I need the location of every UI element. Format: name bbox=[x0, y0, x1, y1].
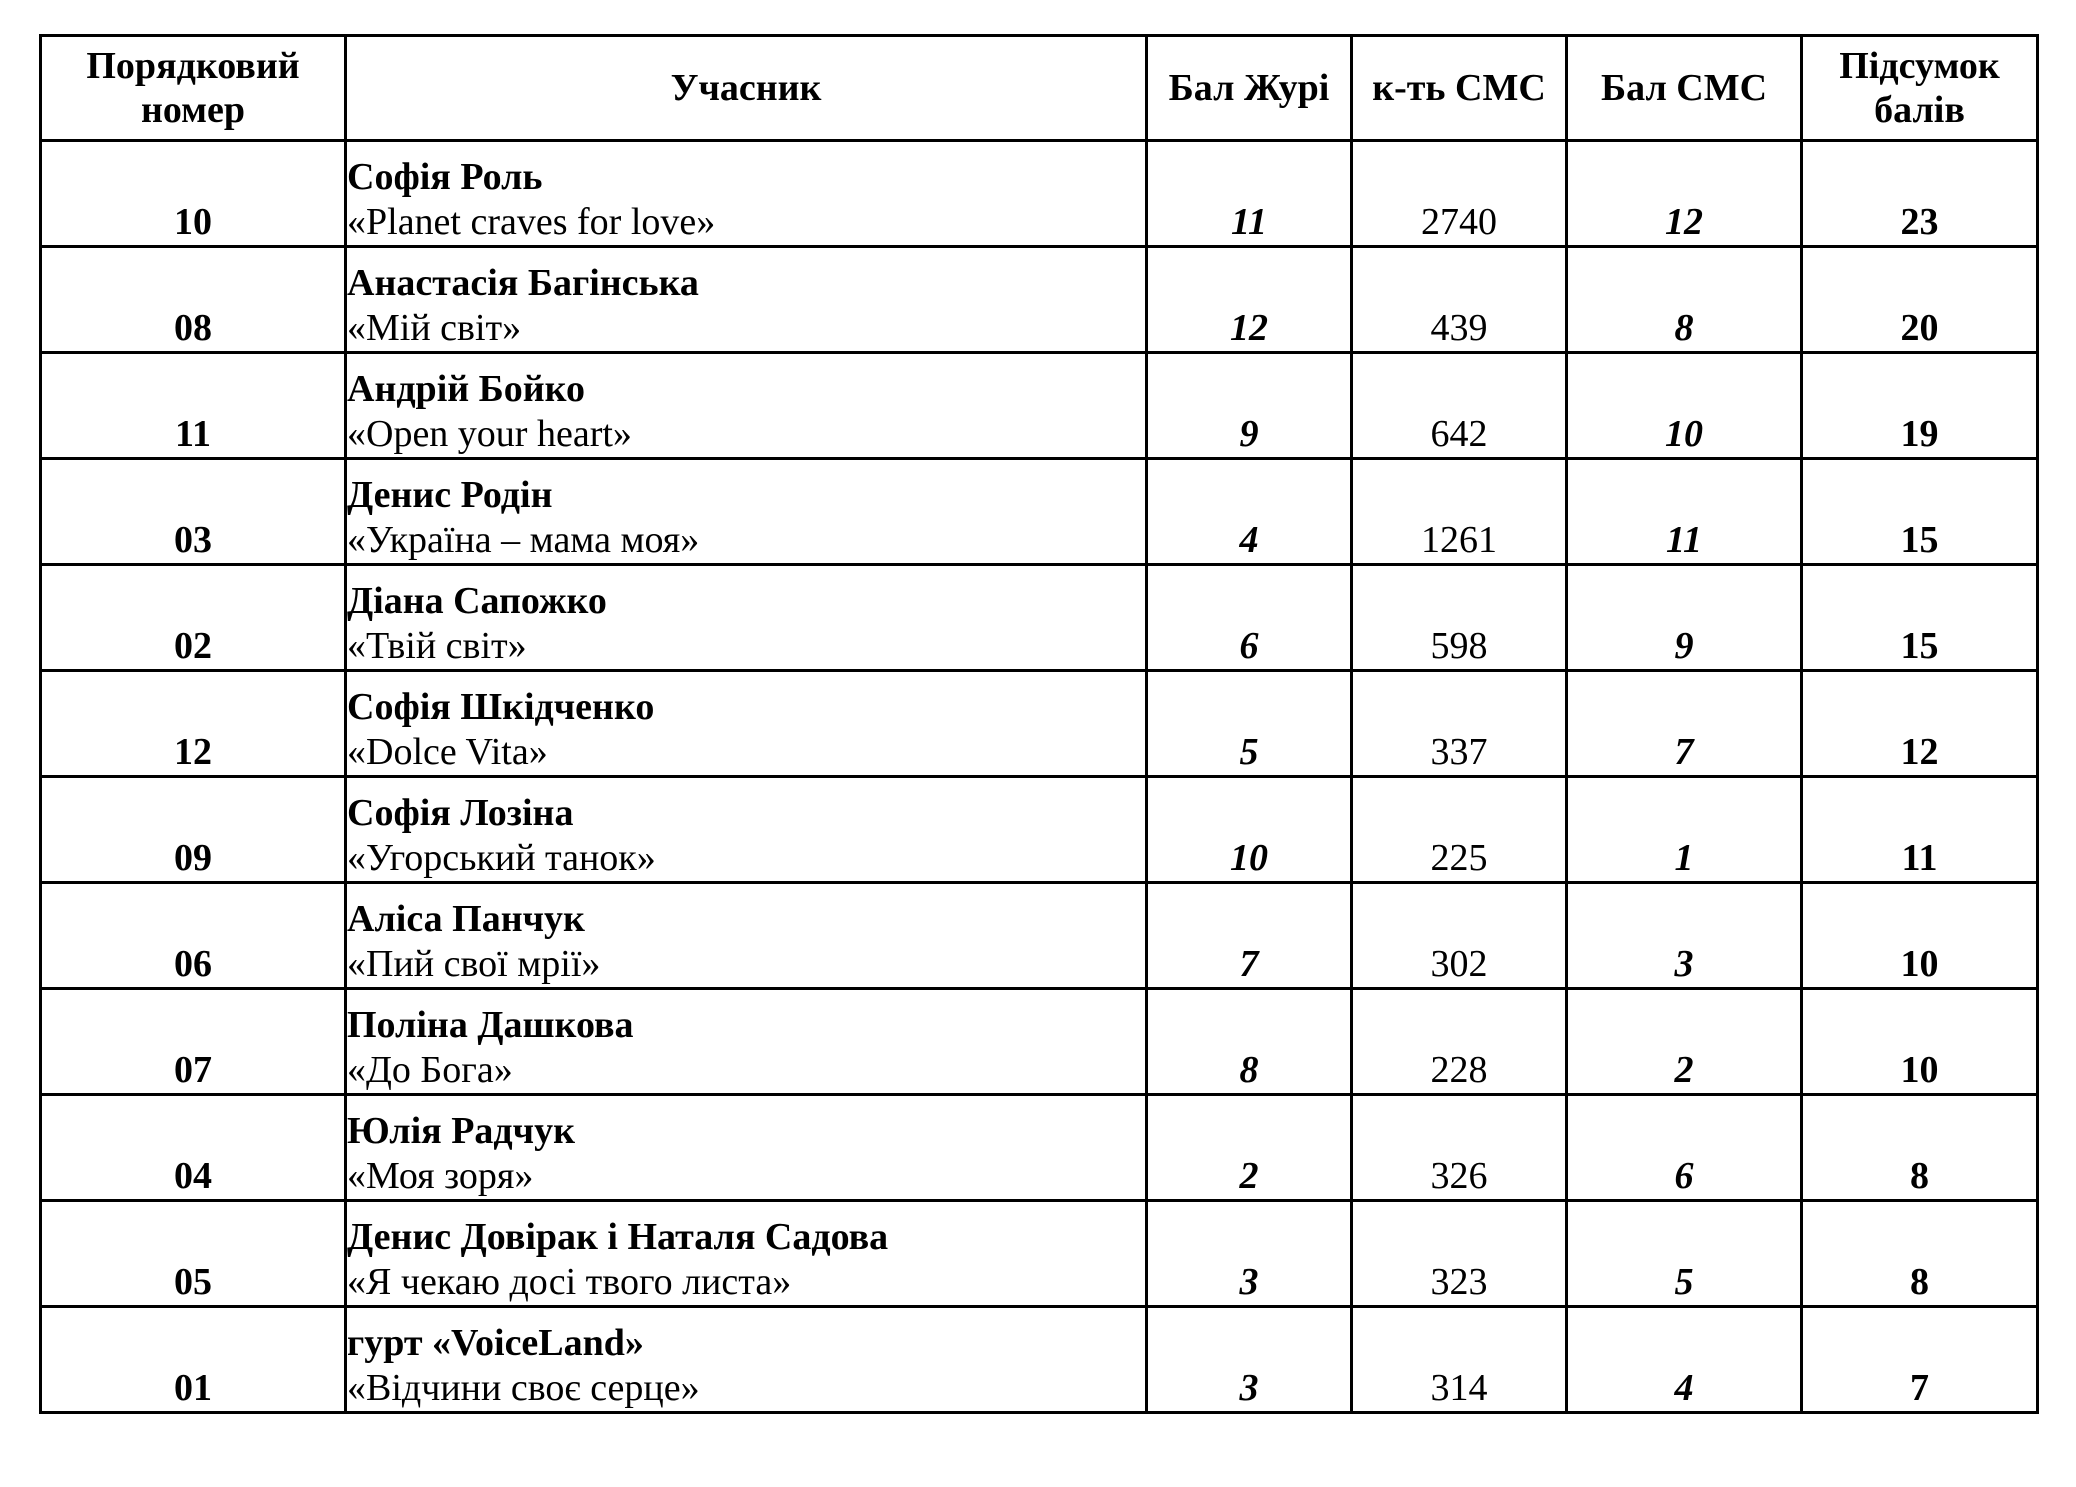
participant-name: Поліна Дашкова bbox=[347, 1004, 634, 1046]
participant-name: Діана Сапожко bbox=[347, 580, 607, 622]
song-title: «Відчини своє серце» bbox=[347, 1367, 700, 1409]
sms-count: 326 bbox=[1352, 1095, 1567, 1201]
total-score: 12 bbox=[1802, 671, 2038, 777]
header-row bbox=[41, 36, 2038, 141]
sms-count: 2740 bbox=[1352, 141, 1567, 247]
song-title: «Твій світ» bbox=[347, 625, 527, 667]
table-row bbox=[41, 989, 2038, 1095]
sms-score: 2 bbox=[1567, 989, 1802, 1095]
song-title: «До Бога» bbox=[347, 1049, 513, 1091]
total-score: 7 bbox=[1802, 1307, 2038, 1413]
order-number: 08 bbox=[41, 247, 346, 353]
participant-cell bbox=[346, 1307, 1147, 1413]
song-title: «Я чекаю досі твого листа» bbox=[347, 1261, 792, 1303]
song-title: «Моя зоря» bbox=[347, 1155, 534, 1197]
jury-score: 10 bbox=[1147, 777, 1352, 883]
participant-cell bbox=[346, 1095, 1147, 1201]
jury-score: 2 bbox=[1147, 1095, 1352, 1201]
song-title: «Угорський танок» bbox=[347, 837, 656, 879]
total-score: 15 bbox=[1802, 459, 2038, 565]
order-number: 07 bbox=[41, 989, 346, 1095]
participant-name: Софія Роль bbox=[347, 156, 543, 198]
song-title: «Мій світ» bbox=[347, 307, 522, 349]
jury-score: 7 bbox=[1147, 883, 1352, 989]
sms-count: 598 bbox=[1352, 565, 1567, 671]
sms-score: 3 bbox=[1567, 883, 1802, 989]
sms-score: 6 bbox=[1567, 1095, 1802, 1201]
sms-score: 9 bbox=[1567, 565, 1802, 671]
order-number: 09 bbox=[41, 777, 346, 883]
sms-count: 225 bbox=[1352, 777, 1567, 883]
header-sms-score: Бал СМС bbox=[1567, 36, 1802, 141]
participant-cell bbox=[346, 247, 1147, 353]
participant-cell bbox=[346, 353, 1147, 459]
table-row bbox=[41, 883, 2038, 989]
table-row bbox=[41, 459, 2038, 565]
sms-score: 5 bbox=[1567, 1201, 1802, 1307]
participant-name: Аліса Панчук bbox=[347, 898, 585, 940]
total-score: 15 bbox=[1802, 565, 2038, 671]
participant-cell bbox=[346, 777, 1147, 883]
table-body bbox=[41, 141, 2038, 1413]
order-number: 01 bbox=[41, 1307, 346, 1413]
song-title: «Пий свої мрії» bbox=[347, 943, 601, 985]
header-number: Порядковий номер bbox=[41, 36, 346, 141]
table-row bbox=[41, 353, 2038, 459]
participant-name: гурт «VoiceLand» bbox=[347, 1322, 644, 1364]
jury-score: 3 bbox=[1147, 1307, 1352, 1413]
participant-cell bbox=[346, 141, 1147, 247]
table-row bbox=[41, 565, 2038, 671]
total-score: 23 bbox=[1802, 141, 2038, 247]
results-table bbox=[39, 34, 2039, 1414]
total-score: 10 bbox=[1802, 883, 2038, 989]
song-title: «Planet craves for love» bbox=[347, 201, 716, 243]
participant-name: Софія Шкідченко bbox=[347, 686, 655, 728]
order-number: 03 bbox=[41, 459, 346, 565]
header-jury-score: Бал Журі bbox=[1147, 36, 1352, 141]
sms-count: 1261 bbox=[1352, 459, 1567, 565]
song-title: «Україна – мама моя» bbox=[347, 519, 700, 561]
sms-count: 337 bbox=[1352, 671, 1567, 777]
order-number: 11 bbox=[41, 353, 346, 459]
sms-score: 10 bbox=[1567, 353, 1802, 459]
table-row bbox=[41, 1307, 2038, 1413]
participant-name: Денис Довірак і Наталя Садова bbox=[347, 1216, 889, 1258]
total-score: 10 bbox=[1802, 989, 2038, 1095]
total-score: 20 bbox=[1802, 247, 2038, 353]
song-title: «Open your heart» bbox=[347, 413, 632, 455]
jury-score: 11 bbox=[1147, 141, 1352, 247]
header-sms-count: к-ть СМС bbox=[1352, 36, 1567, 141]
jury-score: 3 bbox=[1147, 1201, 1352, 1307]
participant-cell bbox=[346, 989, 1147, 1095]
header-participant: Учасник bbox=[346, 36, 1147, 141]
sms-count: 302 bbox=[1352, 883, 1567, 989]
sms-score: 4 bbox=[1567, 1307, 1802, 1413]
sms-score: 1 bbox=[1567, 777, 1802, 883]
jury-score: 5 bbox=[1147, 671, 1352, 777]
jury-score: 12 bbox=[1147, 247, 1352, 353]
table-row bbox=[41, 1201, 2038, 1307]
order-number: 12 bbox=[41, 671, 346, 777]
order-number: 05 bbox=[41, 1201, 346, 1307]
sms-score: 7 bbox=[1567, 671, 1802, 777]
sms-count: 642 bbox=[1352, 353, 1567, 459]
participant-cell bbox=[346, 671, 1147, 777]
participant-name: Софія Лозіна bbox=[347, 792, 574, 834]
table-row bbox=[41, 1095, 2038, 1201]
participant-cell bbox=[346, 883, 1147, 989]
sms-count: 323 bbox=[1352, 1201, 1567, 1307]
participant-name: Денис Родін bbox=[347, 474, 553, 516]
jury-score: 9 bbox=[1147, 353, 1352, 459]
participant-name: Андрій Бойко bbox=[347, 368, 586, 410]
table-row bbox=[41, 141, 2038, 247]
participant-cell bbox=[346, 459, 1147, 565]
sms-score: 8 bbox=[1567, 247, 1802, 353]
jury-score: 4 bbox=[1147, 459, 1352, 565]
participant-name: Юлія Радчук bbox=[347, 1110, 575, 1152]
sms-count: 314 bbox=[1352, 1307, 1567, 1413]
table-row bbox=[41, 671, 2038, 777]
participant-cell bbox=[346, 565, 1147, 671]
total-score: 8 bbox=[1802, 1095, 2038, 1201]
order-number: 06 bbox=[41, 883, 346, 989]
sms-count: 439 bbox=[1352, 247, 1567, 353]
order-number: 04 bbox=[41, 1095, 346, 1201]
jury-score: 6 bbox=[1147, 565, 1352, 671]
sms-score: 12 bbox=[1567, 141, 1802, 247]
total-score: 8 bbox=[1802, 1201, 2038, 1307]
jury-score: 8 bbox=[1147, 989, 1352, 1095]
order-number: 02 bbox=[41, 565, 346, 671]
participant-name: Анастасія Багінська bbox=[347, 262, 699, 304]
participant-cell bbox=[346, 1201, 1147, 1307]
header-total: Підсумок балів bbox=[1802, 36, 2038, 141]
sms-count: 228 bbox=[1352, 989, 1567, 1095]
total-score: 11 bbox=[1802, 777, 2038, 883]
table-row bbox=[41, 247, 2038, 353]
total-score: 19 bbox=[1802, 353, 2038, 459]
table-row bbox=[41, 777, 2038, 883]
order-number: 10 bbox=[41, 141, 346, 247]
sms-score: 11 bbox=[1567, 459, 1802, 565]
song-title: «Dolce Vita» bbox=[347, 731, 548, 773]
